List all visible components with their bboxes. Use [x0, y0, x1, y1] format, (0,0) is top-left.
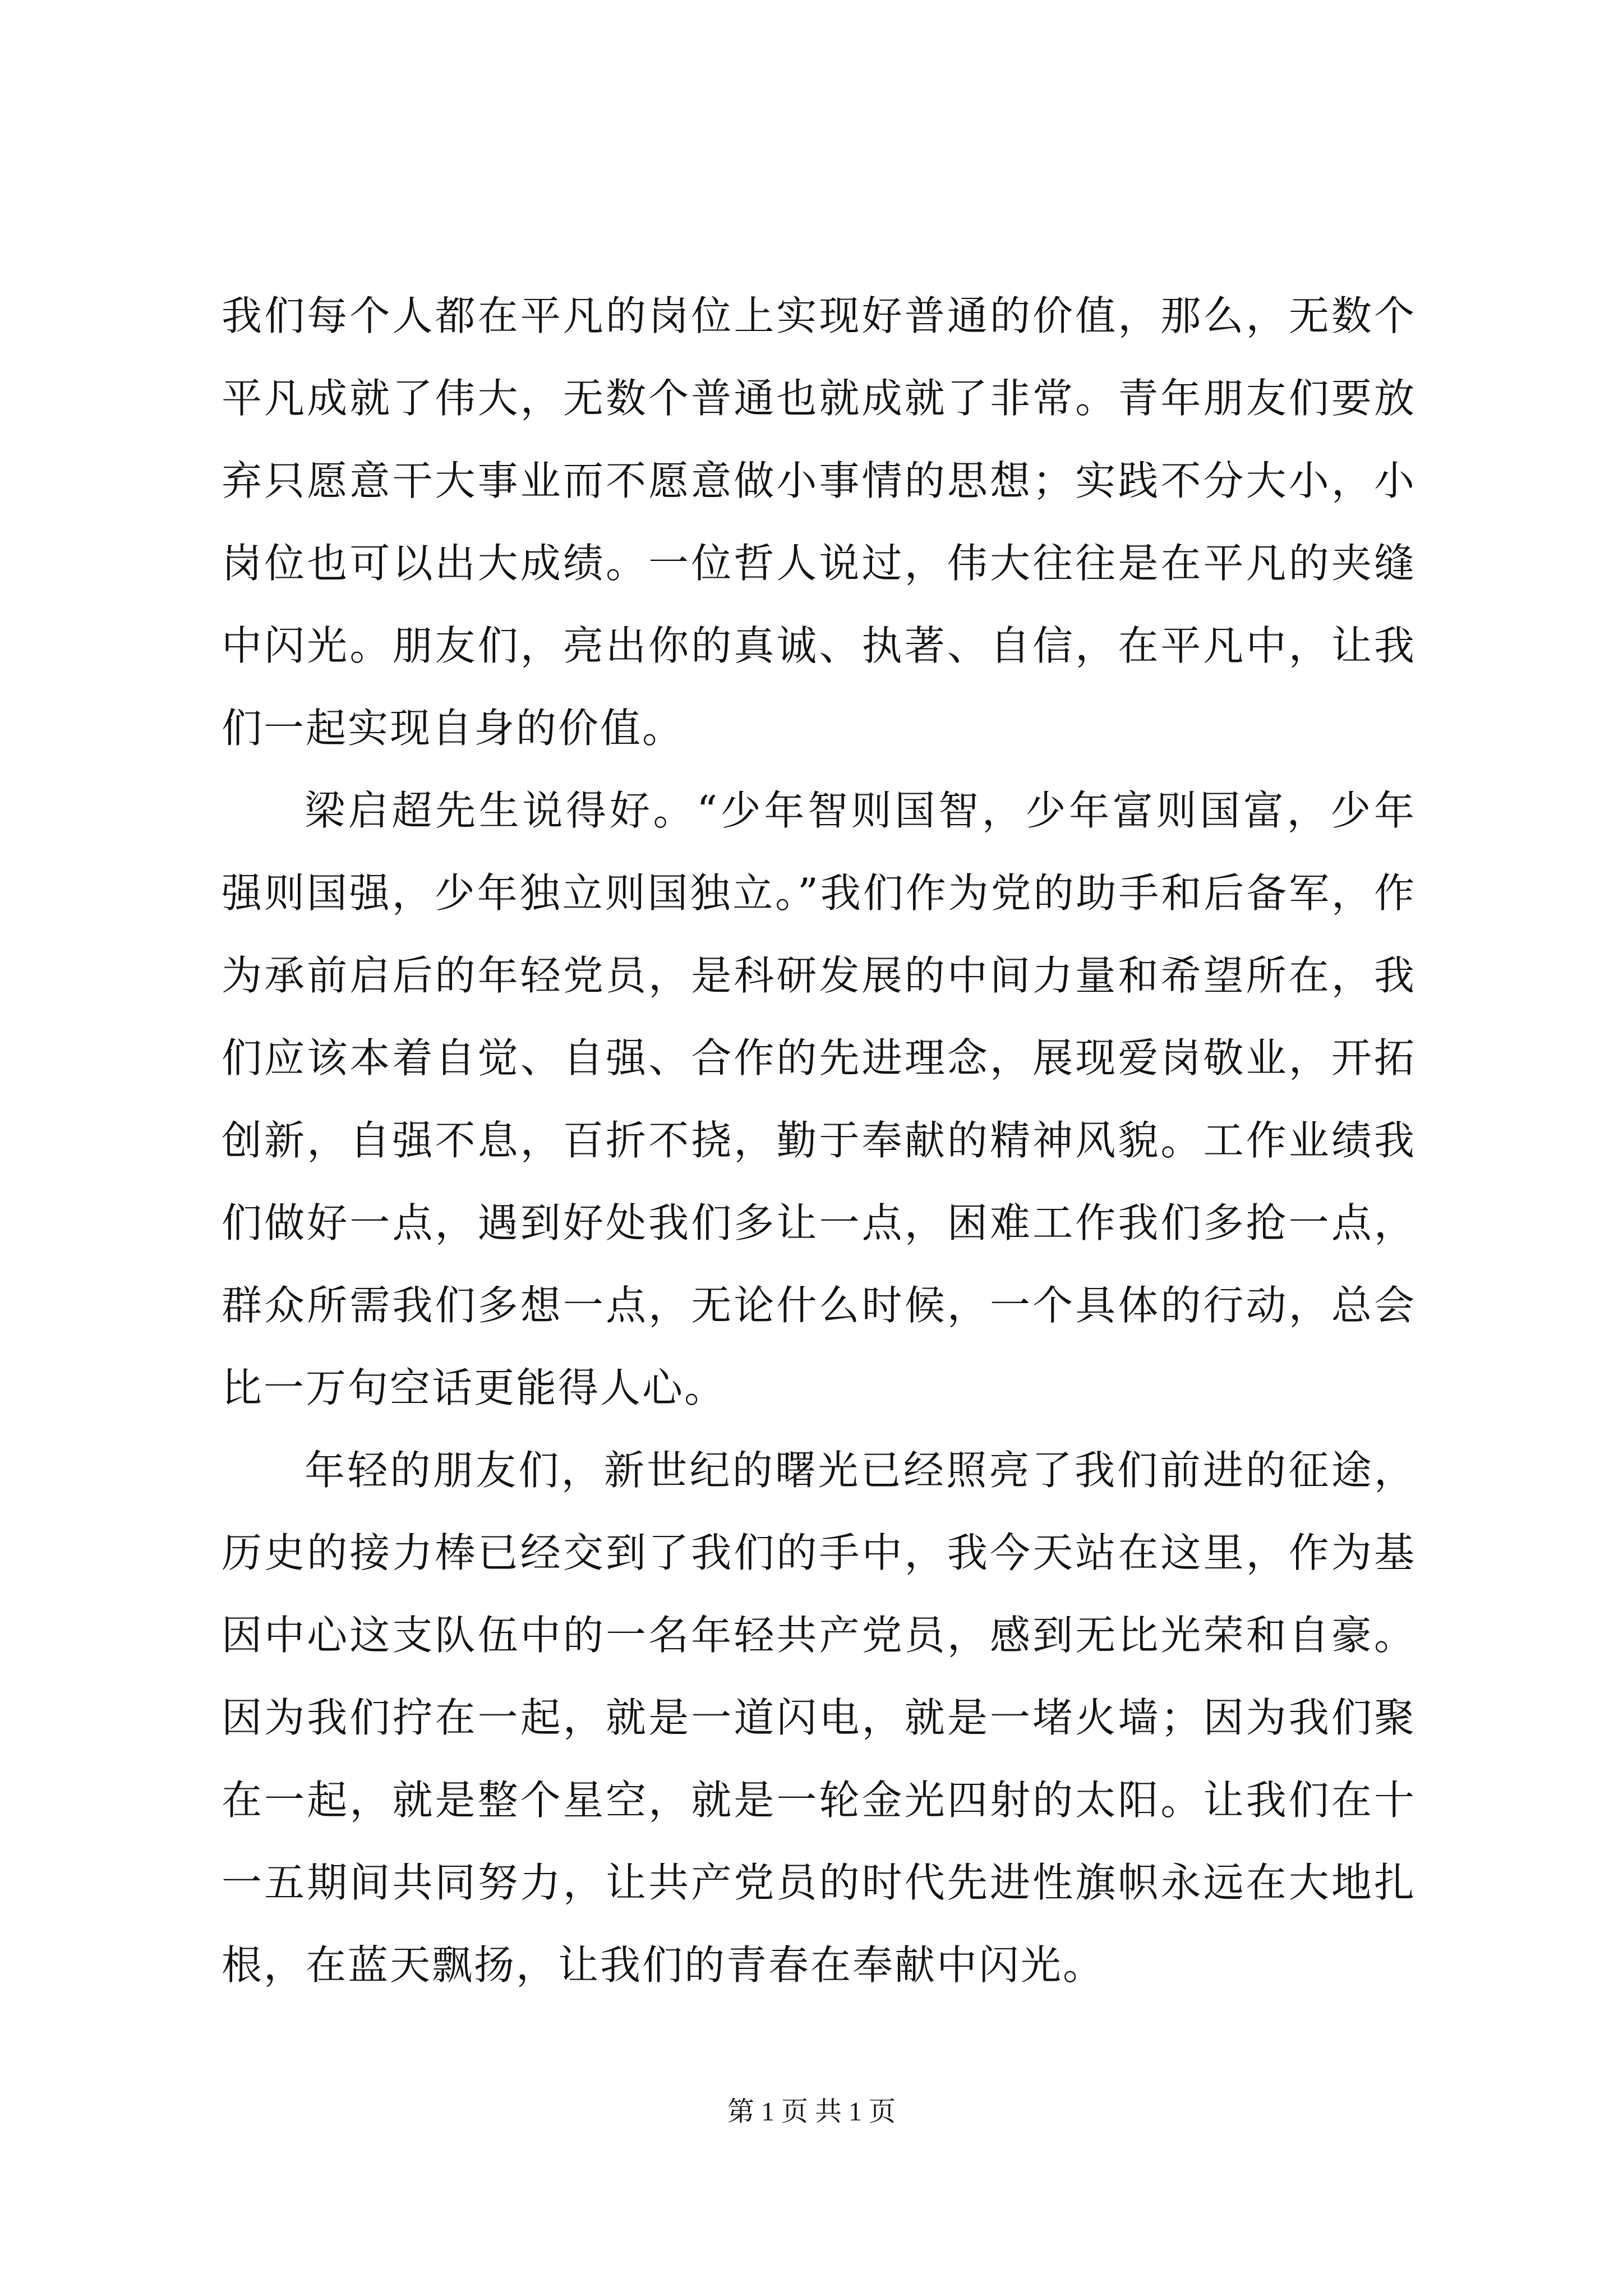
paragraph-1: 我们每个人都在平凡的岗位上实现好普通的价值，那么，无数个平凡成就了伟大，无数个普通也就成就了非常。青年朋友们要放弃只愿意干大事业而不愿意做小事情的思想；实践不分大小，小岗位也可以出大成绩。一位哲人说过，伟大往往是在平凡的夹缝中闪光。朋友们，亮出你的真诚、执著、自信，在平凡中，让我们一起实现自身的价值。	[222, 292, 1416, 752]
paragraph-2: 梁启超先生说得好。“少年智则国智，少年富则国富，少年强则国强，少年独立则国独立。”我们作为党的助手和后备军，作为承前启后的年轻党员，是科研发展的中间力量和希望所在，我们应该本着自觉、自强、合作的先进理念，展现爱岗敬业，开拓创新，自强不息，百折不挠，勤于奉献的精神风貌。工作业绩我们做好一点，遇到好处我们多让一点，困难工作我们多抢一点，群众所需我们多想一点，无论什么时候，一个具体的行动，总会比一万句空话更能得人心。	[222, 787, 1416, 1411]
document-body	[222, 275, 1416, 2007]
paragraph-3: 年轻的朋友们，新世纪的曙光已经照亮了我们前进的征途，历史的接力棒已经交到了我们的手中，我今天站在这里，作为基因中心这支队伍中的一名年轻共产党员，感到无比光荣和自豪。因为我们拧在一起，就是一道闪电，就是一堵火墙；因为我们聚在一起，就是整个星空，就是一轮金光四射的太阳。让我们在十一五期间共同努力，让共产党员的时代先进性旗帜永远在大地扎根，在蓝天飘扬，让我们的青春在奉献中闪光。	[222, 1447, 1416, 1989]
page-number-footer: 第 1 页 共 1 页	[727, 2097, 896, 2127]
